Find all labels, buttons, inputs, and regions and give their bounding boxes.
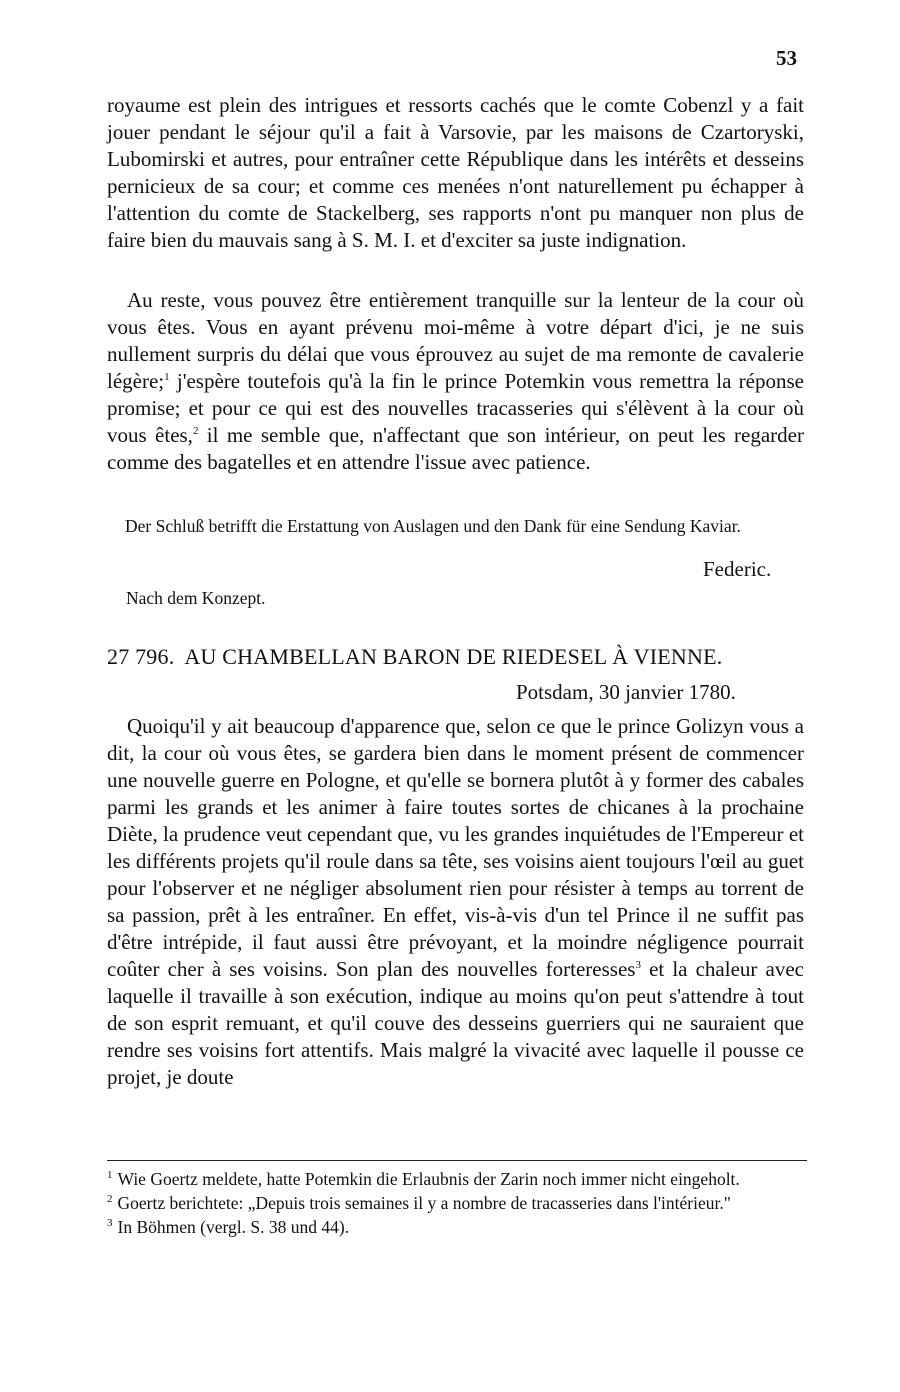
footnote-divider <box>107 1160 807 1161</box>
footnote <box>107 1168 807 1190</box>
footnote-marker: 1 <box>107 1169 113 1182</box>
paragraph-text: et la chaleur avec laquelle il travaille à son exécution, indique au moins qu'on peut s'attendre à tout de son esprit remuant, et qu'il couve des desseins guerriers qui ne sauraient que rendre ses voisins fort attentifs. Mais malgré la vivacité avec laquelle il pousse ce projet, je doute <box>107 957 804 1089</box>
paragraph-text: Quoiqu'il y ait beaucoup d'apparence que, selon ce que le prince Golizyn vous a dit, la cour où vous êtes, se gardera bien dans le moment présent de commencer une nouvelle guerre en Pologne, et qu'elle se bornera plutôt à y former des cabales parmi les grands et les animer à faire toutes sortes de chicanes à la prochaine Diète, la prudence veut cependant que, vu les grandes inquiétudes de l'Empereur et les différents projets qu'il roule dans sa tête, ses voisins aient toujours l'œil au guet pour l'observer et ne négliger absolument rien pour résister à temps au torrent de sa passion, prêt à les entraîner. En effet, vis-à-vis d'un tel Prince il ne suffit pas d'être intrépide, il faut aussi être prévoyant, et la moindre négligence pourrait coûter cher à ses voisins. Son plan des nouvelles forteresses <box>107 714 804 981</box>
footnote-text: Wie Goertz meldete, hatte Potemkin die Erlaubnis der Zarin noch immer nicht eingeholt. <box>117 1169 740 1189</box>
footnote-reference: 1 <box>164 371 170 383</box>
footnote-marker: 3 <box>107 1217 113 1230</box>
page-number: 53 <box>776 46 797 70</box>
footnote <box>107 1216 807 1238</box>
paragraph-text: Au reste, vous pouvez être entièrement tranquille sur la lenteur de la cour où vous êtes. Vous en ayant prévenu moi-même à votre départ d'ici, je ne suis nullement surpris du délai que vous éprouvez au sujet de ma remonte de cavalerie légère; <box>107 288 804 393</box>
footnote-text: In Böhmen (vergl. S. 38 und 44). <box>117 1217 350 1237</box>
paragraph-continuation: royaume est plein des intrigues et ressorts cachés que le comte Cobenzl y a fait jouer pendant le séjour qu'il a fait à Varsovie, par les maisons de Czartoryski, Lubomirski et autres, pour entraîner cette République dans les intérêts et desseins pernicieux de sa cour; et comme ces menées n'ont naturellement pu échapper à l'attention du comte de Stackelberg, ses rapports n'ont pu manquer non plus de faire bien du mauvais sang à S. M. I. et d'exciter sa juste indignation. <box>107 93 804 252</box>
signature: Federic. <box>703 557 772 581</box>
paragraph-text: j'espère toutefois qu'à la fin le prince Potemkin vous remettra la réponse promise; et pour ce qui est des nouvelles tracasseries qui s'élèvent à la cour où vous êtes, <box>107 369 804 447</box>
letter-addressee: AU CHAMBELLAN BARON DE RIEDESEL À VIENNE. <box>184 644 723 669</box>
letter-body <box>107 713 804 1091</box>
letter-number: 27 796. <box>107 644 175 669</box>
footnote-text: Goertz berichtete: „Depuis trois semaines il y a nombre de tracasseries dans l'intérieur." <box>117 1193 731 1213</box>
source-note: Nach dem Konzept. <box>126 588 266 608</box>
footnote-reference: 2 <box>192 425 199 437</box>
paragraph-cavalry-remount <box>107 287 804 476</box>
letter-heading <box>107 644 807 670</box>
editorial-summary: Der Schluß betrifft die Erstattung von Auslagen und den Dank für eine Sendung Kaviar. <box>125 516 741 536</box>
footnotes <box>107 1168 807 1240</box>
footnote <box>107 1192 807 1214</box>
footnote-reference: 3 <box>635 959 641 971</box>
letter-dateline: Potsdam, 30 janvier 1780. <box>516 680 736 704</box>
paragraph-text: il me semble que, n'affectant que son intérieur, on peut les regarder comme des bagatelles et en attendre l'issue avec patience. <box>107 423 804 474</box>
footnote-marker: 2 <box>107 1193 113 1206</box>
